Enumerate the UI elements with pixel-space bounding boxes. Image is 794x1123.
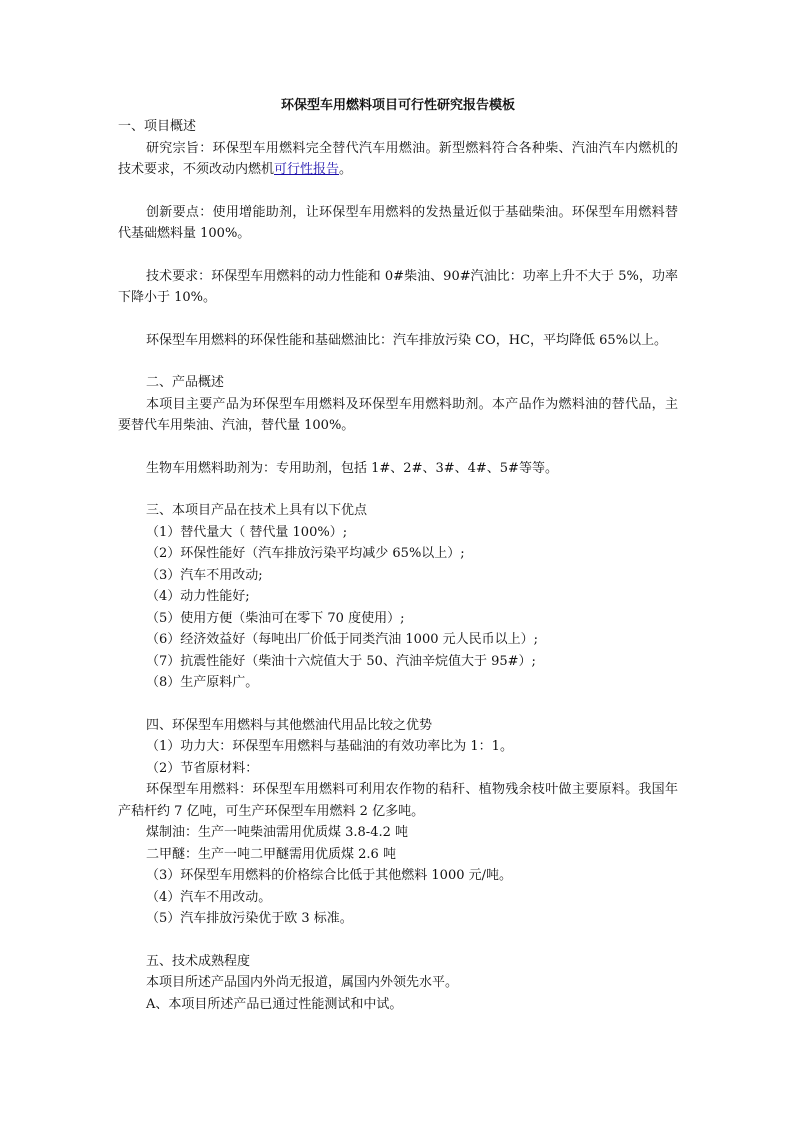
section-2-products: 本项目主要产品为环保型车用燃料及环保型车用燃料助剂。本产品作为燃料油的替代品，主要替代车用柴油、汽油，替代量 100%。 xyxy=(118,396,678,433)
section-4-heading: 四、环保型车用燃料与其他燃油代用品比较之优势 xyxy=(146,717,433,733)
list-item: （4）汽车不用改动。 xyxy=(146,889,272,905)
purpose-end: 。 xyxy=(339,162,353,177)
section-1-environmental: 环保型车用燃料的环保性能和基础燃油比：汽车排放污染 CO，HC，平均降低 65%以上。 xyxy=(146,332,668,348)
list-item: （5）使用方便（柴油可在零下 70 度使用）; xyxy=(146,610,405,626)
section-1-tech-requirements: 技术要求：环保型车用燃料的动力性能和 0#柴油、90#汽油比：功率上升不大于 5%，功率下降小于 10%。 xyxy=(118,268,678,305)
list-item: （8）生产原料广。 xyxy=(146,675,259,690)
section-5-testing: A、本项目所述产品已通过性能测试和中试。 xyxy=(146,996,403,1012)
section-2-heading: 二、产品概述 xyxy=(146,375,225,390)
list-item: （2）环保性能好（汽车排放污染平均减少 65%以上）; xyxy=(146,546,465,561)
list-item: （1）替代量大（ 替代量 100%）; xyxy=(146,524,348,540)
document-page xyxy=(118,96,678,1015)
list-item: （2）节省原材料： xyxy=(146,760,259,776)
list-item: （6）经济效益好（每吨出厂价低于同类汽油 1000 元人民币以上）; xyxy=(146,632,538,647)
section-4-dme: 二甲醚：生产一吨二甲醚需用优质煤 2.6 吨 xyxy=(146,846,396,862)
section-1-innovation: 创新要点：使用增能助剂，让环保型车用燃料的发热量近似于基础柴油。环保型车用燃料替代基础燃料量 100%。 xyxy=(118,204,678,241)
list-item: （5）汽车排放污染优于欧 3 标准。 xyxy=(146,911,353,926)
purpose-text: 研究宗旨：环保型车用燃料完全替代汽车用燃油。新型燃料符合各种柴、汽油汽车内燃机的技术要求，不须改动内燃机 xyxy=(118,140,678,177)
section-4-fuel-material: 环保型车用燃料：环保型车用燃料可利用农作物的秸秆、植物残余枝叶做主要原料。我国年产秸杆约 7 亿吨，可生产环保型车用燃料 2 亿多吨。 xyxy=(118,782,678,819)
section-1-heading: 一、项目概述 xyxy=(118,119,197,134)
list-item: （3）汽车不用改动; xyxy=(146,567,263,583)
section-4-coal-to-oil: 煤制油：生产一吨柴油需用优质煤 3.8-4.2 吨 xyxy=(146,825,409,840)
list-item: （1）功力大：环保型车用燃料与基础油的有效功率比为 1：1。 xyxy=(146,739,513,754)
list-item: （4）动力性能好; xyxy=(146,589,250,604)
section-1-purpose xyxy=(118,138,678,181)
feasibility-report-link[interactable]: 可行性报告 xyxy=(274,162,340,177)
section-3-heading: 三、本项目产品在技术上具有以下优点 xyxy=(146,503,368,518)
document-title: 环保型车用燃料项目可行性研究报告模板 xyxy=(280,98,515,113)
list-item: （7）抗震性能好（柴油十六烷值大于 50、汽油辛烷值大于 95#）; xyxy=(146,653,536,669)
list-item: （3）环保型车用燃料的价格综合比低于其他燃料 1000 元/吨。 xyxy=(146,868,512,883)
section-5-status: 本项目所述产品国内外尚无报道，属国内外领先水平。 xyxy=(146,975,459,990)
section-2-additives: 生物车用燃料助剂为：专用助剂，包括 1#、2#、3#、4#、5#等等。 xyxy=(146,460,558,476)
section-5-heading: 五、技术成熟程度 xyxy=(146,953,251,969)
